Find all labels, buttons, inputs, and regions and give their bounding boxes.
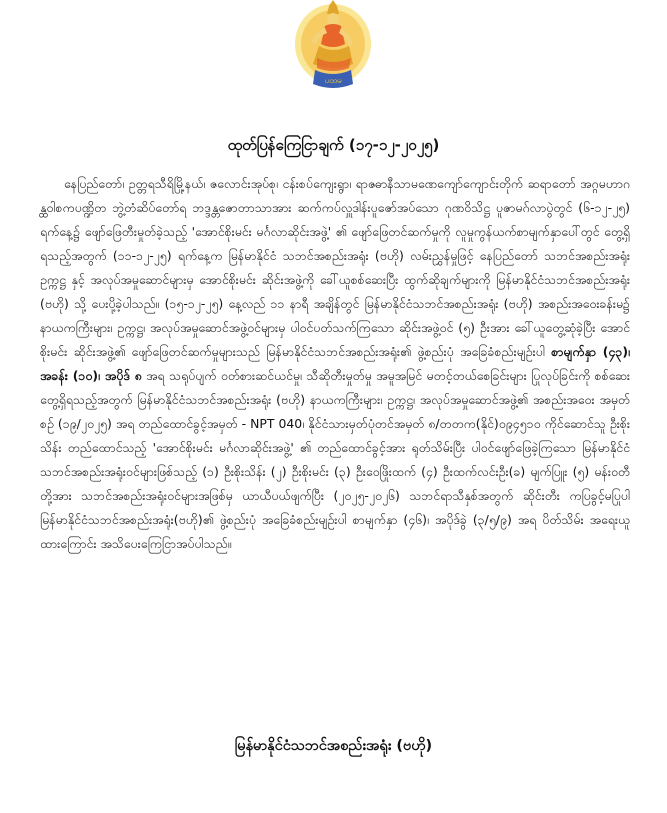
body-paragraph bbox=[40, 172, 630, 556]
ribbon-text: ပထမ bbox=[324, 76, 342, 85]
body-text-part2: အရ သရုပ်ပျက် ဝတ်စားဆင်ယင်မှု၊ သီဆိုတီးမှုတ်မှု အမူအမြင် မတင့်တယ်စေခြင်းများ ပြုလုပ်ခြင်းကို စစ်ဆေးတွေ့ရှိရသည့်အတွက် မြန်မာနိုင်ငံသဘင်အစည်းအရုံး (ဗဟို) နာယကကြီးများ၊ ဥက္ကဋ္ဌ၊ အလုပ်အမှုဆောင်အဖွဲ့၏ အစည်းအဝေး အမှတ်စဉ် (၁၉/၂၀၂၅) အရ တည်ထောင်ခွင့်အမှတ် - NPT 040၊ နိုင်ငံသားမှတ်ပုံတင်အမှတ် ၈/တတက(နိုင်)၀၉၄၅၁၀ ကိုင်ဆောင်သူ ဦးစိုးသိန်း တည်ထောင်သည့် 'အောင်စိုးမင်း မင်္ဂလာဆိုင်းအဖွဲ့' ၏ တည်ထောင်ခွင့်အား ရုတ်သိမ်းပြီး ပါဝင်ဖျော်ဖြေခဲ့ကြသော မြန်မာနိုင်ငံသဘင်အစည်းအရုံးဝင်များဖြစ်သည့် (၁) ဦးစိုးသိန်း (၂) ဦးစိုးမင်း (၃) ဦးဝေဖြိုးထက် (၄) ဦးထက်လင်းဦး(ခ) မျက်ပြူး (၅) မန်းဝတီ တို့အား သဘင်အစည်းအရုံးဝင်များအဖြစ်မှ ယာယီပယ်ဖျက်ပြီး (၂၀၂၅-၂၀၂၆) သဘင်ရာသီနှစ်အတွက် ဆိုင်းတီး ကပြခွင့်မပြုပါ မြန်မာနိုင်ငံသဘင်အစည်းအရုံး(ဗဟို)၏ ဖွဲ့စည်းပုံ အခြေခံစည်းမျဉ်းပါ စာမျက်နှာ (၄၆)၊ အပိုဒ်ခွဲ (၃/၅/၉) အရ ပိတ်သိမ်း အရေးယူထားကြောင်း အသိပေးကြေငြာအပ်ပါသည်။ bbox=[40, 368, 630, 551]
body-text-part1: နေပြည်တော်၊ ဥတ္တရသီရိမြို့နယ်၊ ဇလောင်းအုပ်စု၊ ငန်းစပ်ကျေးရွာ၊ ရာဇဓာနီသာမဏေကျော်ကျောင်းတိုက် ဆရာတော် အဂ္ဂမဟာဂန္ထဝါစကပဏ္ဍိတ ဘွဲ့တံဆိပ်တော်ရ ဘဒ္ဒန္တဇောတာသာအား ဆက်ကပ်လှူဒါန်းပူဇော်အပ်သော ဂုဏဝိသိဋ္ဌ ပူဇာမဂ်လာပွဲတွင် (၆-၁၂-၂၅) ရက်နေ့၌ ဖျော်ဖြေတီးမှုတ်ခဲ့သည့် 'အောင်စိုးမင်း မင်္ဂလာဆိုင်းအဖွဲ့' ၏ ဖျော်ဖြေတင်ဆက်မှုကို လူမှုကွန်ယက်စာမျက်နှာပေါ်တွင် တွေ့ရှိရသည့်အတွက် (၁၁-၁၂-၂၅) ရက်နေ့က မြန်မာနိုင်ငံ သဘင်အစည်းအရုံး (ဗဟို) လမ်းညွှန်မှုဖြင့် နေပြည်တော် သဘင်အစည်းအရုံး ဥက္ကဋ္ဌ နှင့် အလုပ်အမှုဆောင်များမှ အောင်စိုးမင်း ဆိုင်းအဖွဲ့ကို ခေါ်ယူစစ်ဆေးပြီး ထွက်ဆိုချက်များကို မြန်မာနိုင်ငံသဘင်အစည်းအရုံး (ဗဟို) သို့ ပေးပို့ခဲ့ပါသည်။ (၁၅-၁၂-၂၅) နေ့လည် ၁၁ နာရီ အချိန်တွင် မြန်မာနိုင်ငံသဘင်အစည်းအရုံး (ဗဟို) အစည်းအဝေးခန်းမ၌ နာယကကြီးများ၊ ဥက္ကဋ္ဌ၊ အလုပ်အမှုဆောင်အဖွဲ့ဝင်များမှ ပါဝင်ပတ်သက်ကြသော ဆိုင်းအဖွဲ့ဝင် (၅) ဦးအား ခေါ်ယူတွေ့ဆုံခဲ့ပြီး အောင်စိုးမင်း ဆိုင်းအဖွဲ့၏ ဖျော်ဖြေတင်ဆက်မှုများသည် မြန်မာနိုင်ငံသဘင်အစည်းအရုံး၏ ဖွဲ့စည်းပုံ အခြေခံစည်းမျဉ်းပါ bbox=[40, 176, 630, 359]
headdress-shape bbox=[327, 0, 339, 14]
body-text-highlight: စာမျက်နှာ (၄၃)၊ အခန်း (၁၀)၊ အပိုဒ် ၈ bbox=[40, 344, 630, 383]
document-title: ထုတ်ပြန်ကြေငြာချက် (၁၇-၁၂-၂၀၂၅) bbox=[227, 136, 440, 154]
emblem-figure-icon bbox=[291, 0, 375, 96]
organization-logo bbox=[291, 0, 375, 96]
document-body bbox=[40, 172, 630, 556]
head-shape bbox=[327, 13, 339, 25]
issuer-signature: မြန်မာနိုင်ငံသဘင်အစည်းအရုံး (ဗဟို) bbox=[234, 738, 433, 754]
